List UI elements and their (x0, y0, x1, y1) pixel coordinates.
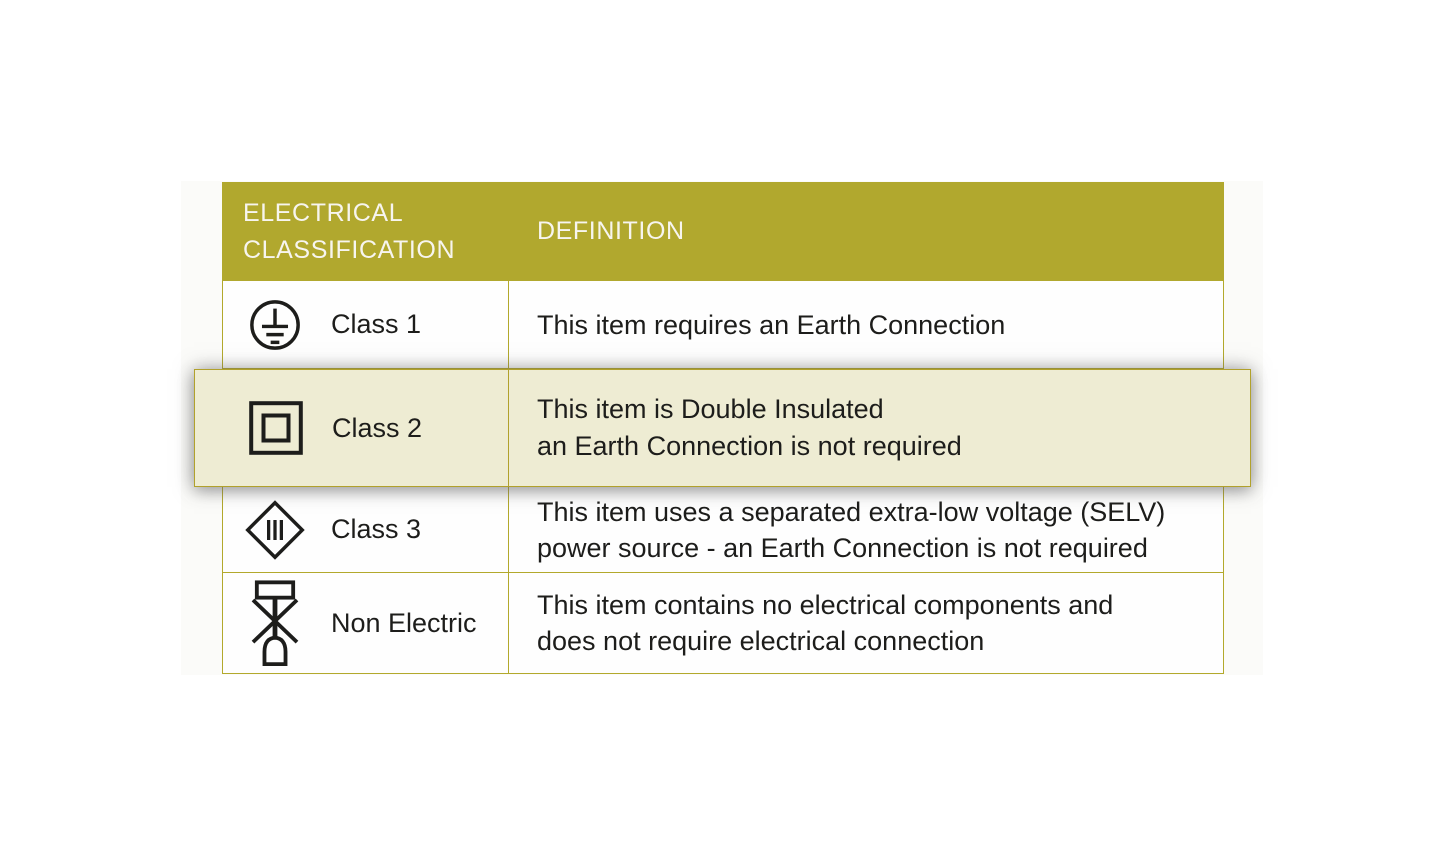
class1-label: Class 1 (331, 309, 422, 339)
table-row-non-electric (222, 573, 1224, 674)
class2-cell (195, 370, 508, 486)
definition-text: an Earth Connection is not required (537, 431, 962, 461)
definition-text: does not require electrical connection (537, 626, 985, 656)
non-electric-crossed-plug-icon (245, 579, 305, 667)
definition-text: This item is Double Insulated (537, 394, 884, 424)
table-row-class3 (222, 487, 1224, 573)
definition-text: This item requires an Earth Connection (537, 309, 1006, 340)
table-row-class1 (222, 281, 1224, 369)
class1-earth-connection-icon (245, 298, 305, 352)
class2-definition (508, 370, 1250, 486)
class3-label: Class 3 (331, 514, 422, 544)
non-electric-definition (508, 573, 1223, 673)
definition-text: This item contains no electrical components and (537, 590, 1114, 620)
class1-definition (508, 281, 1223, 368)
header-line-1: ELECTRICAL (243, 198, 404, 227)
class1-cell (223, 281, 508, 368)
class3-cell (223, 487, 508, 572)
header-definition: DEFINITION (537, 217, 685, 245)
class3-selv-diamond-icon (245, 497, 305, 563)
class2-label: Class 2 (332, 412, 423, 443)
header-line-2: CLASSIFICATION (243, 235, 456, 264)
definition-text: This item uses a separated extra-low voltage (SELV) (537, 496, 1166, 527)
non-electric-cell (223, 573, 508, 673)
definition-text: power source - an Earth Connection is not required (537, 532, 1148, 563)
non-electric-label: Non Electric (331, 607, 477, 638)
table-row-class2-highlighted (194, 369, 1251, 487)
table-header-row (222, 182, 1224, 281)
classification-table (222, 182, 1224, 674)
header-electrical-classification (222, 195, 508, 269)
class3-definition (508, 487, 1223, 572)
class2-double-insulation-icon (246, 401, 306, 455)
